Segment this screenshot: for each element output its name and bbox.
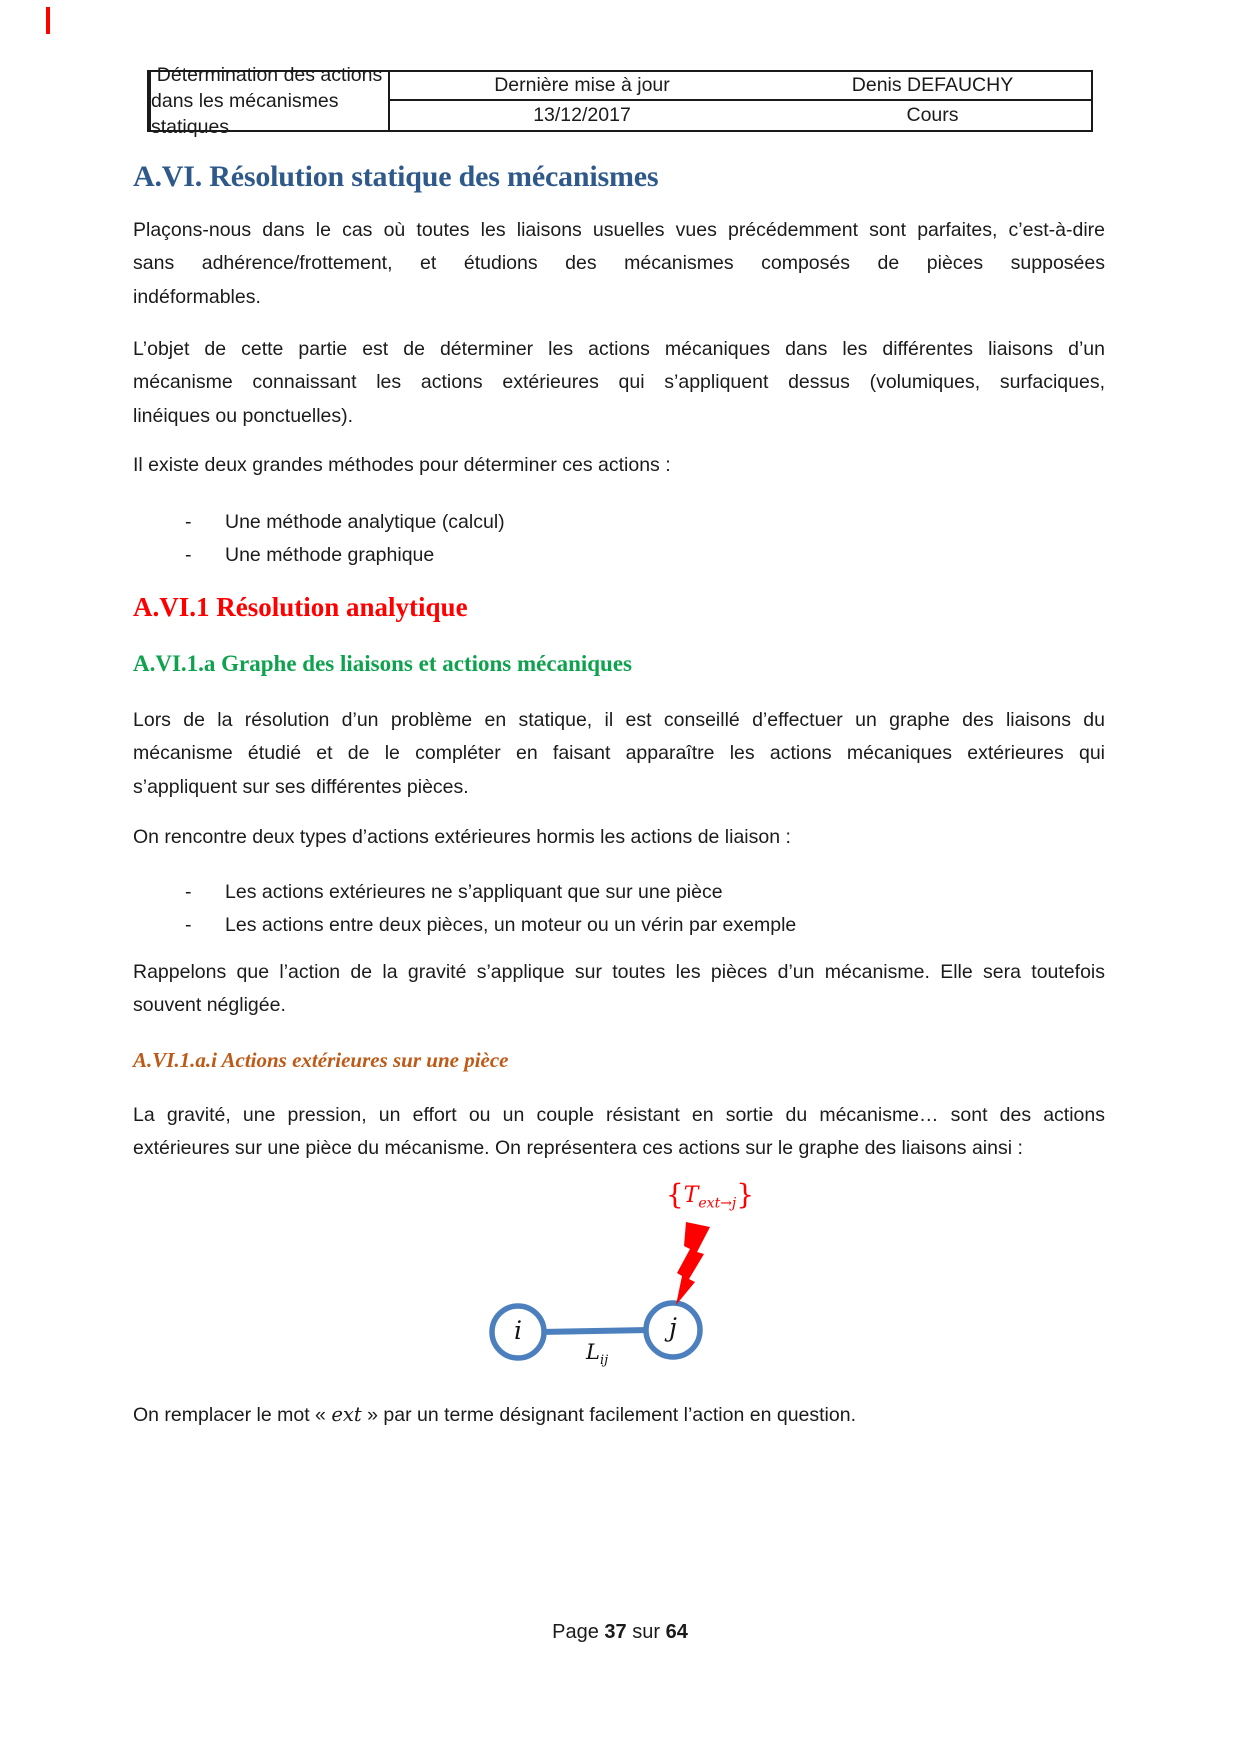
paragraph-intro: Plaçons-nous dans le cas où toutes les liaisons usuelles vues précédemment sont parfaites, c’est-à-dire sans adhérence/frottement, et étudions des mécanismes composés de pièces supposées indéformables. bbox=[133, 219, 1105, 308]
torsor-subscript: ext→j bbox=[698, 1195, 737, 1212]
header-table bbox=[147, 64, 1093, 138]
list-item-text: Les actions extérieures ne s’appliquant que sur une pièce bbox=[225, 881, 723, 903]
list-action-types bbox=[133, 876, 1105, 943]
bullet-dash: - bbox=[185, 544, 192, 567]
header-cell-last-update-date: 13/12/2017 bbox=[533, 104, 631, 126]
list-item bbox=[133, 539, 1105, 572]
paragraph-two-methods: Il existe deux grandes méthodes pour déterminer ces actions : bbox=[133, 454, 671, 476]
page-footer bbox=[0, 1621, 1240, 1644]
bullet-dash: - bbox=[185, 511, 192, 533]
paragraph-graphe: Lors de la résolution d’un problème en statique, il est conseillé d’effectuer un graphe des liaisons du mécanisme étudié et de le compléter en faisant apparaître les actions mécaniques extérieures qui s’appliquent sur ses différentes pièces. bbox=[133, 709, 1105, 798]
header-cell-last-update-label: Dernière mise à jour bbox=[390, 72, 774, 101]
link-edge bbox=[540, 1330, 650, 1332]
paragraph-deux-types: On rencontre deux types d’actions extérieures hormis les actions de liaison : bbox=[133, 826, 791, 848]
lightning-bolt-icon bbox=[676, 1222, 710, 1305]
header-cell-doc-type: Cours bbox=[906, 104, 959, 126]
footer-sur-word: sur bbox=[626, 1621, 666, 1643]
list-item bbox=[133, 909, 1105, 942]
paragraph-exemples: La gravité, une pression, un effort ou un couple résistant en sortie du mécanisme… sont des actions extérieures sur une pièce du mécanisme. On représentera ces actions sur le graphe des liaisons ainsi : bbox=[133, 1104, 1105, 1160]
footer-current-page: 37 bbox=[604, 1621, 627, 1643]
subsection-title-graphe: A.VI.1.a Graphe des liaisons et actions mécaniques bbox=[133, 651, 632, 676]
sentence-part: On remplacer le mot « bbox=[133, 1404, 332, 1426]
paragraph-gravite: Rappelons que l’action de la gravité s’applique sur toutes les pièces d’un mécanisme. Elle sera toutefois souvent négligée. bbox=[133, 961, 1105, 1017]
node-i-label: i bbox=[514, 1316, 522, 1345]
list-item-text: Une méthode graphique bbox=[225, 544, 435, 567]
paragraph-remplacer-ext bbox=[133, 1398, 1133, 1432]
open-brace: { bbox=[665, 1178, 684, 1211]
link-subscript: ij bbox=[599, 1353, 609, 1369]
close-brace: } bbox=[736, 1178, 755, 1211]
link-symbol: L bbox=[586, 1340, 600, 1364]
link-label bbox=[586, 1340, 608, 1368]
list-item-text: Une méthode analytique (calcul) bbox=[225, 511, 505, 533]
list-item bbox=[133, 876, 1105, 909]
sentence-part: » par un terme désignant facilement l’action en question. bbox=[361, 1404, 857, 1426]
paragraph-objective: L’objet de cette partie est de déterminer les actions mécaniques dans les différentes liaisons d’un mécanisme connaissant les actions extérieures qui s’appliquent dessus (volumiques, surfaciques, linéiques ou ponctuelles). bbox=[133, 338, 1105, 427]
section-title: A.VI. Résolution statique des mécanismes bbox=[133, 160, 659, 193]
header-cell-author: Denis DEFAUCHY bbox=[774, 72, 1091, 101]
margin-revision-mark bbox=[46, 7, 50, 34]
bullet-dash: - bbox=[185, 881, 192, 903]
torsor-symbol: T bbox=[683, 1183, 699, 1208]
subsubsection-title-actions-exterieures: A.VI.1.a.i Actions extérieures sur une pièce bbox=[133, 1048, 509, 1072]
document-title-line1: Détermination des actions bbox=[156, 64, 383, 86]
ext-word: ext bbox=[331, 1403, 362, 1426]
bullet-dash: - bbox=[185, 914, 192, 937]
footer-total-pages: 64 bbox=[665, 1621, 688, 1643]
node-j-label: j bbox=[669, 1313, 677, 1342]
footer-page-word: Page bbox=[552, 1621, 605, 1643]
list-methods bbox=[133, 506, 1105, 573]
torsor-label bbox=[655, 1178, 765, 1211]
document-title-line2: dans les mécanismes statiques bbox=[151, 90, 339, 138]
subsection-title-analytique: A.VI.1 Résolution analytique bbox=[133, 592, 468, 622]
list-item bbox=[133, 506, 1105, 539]
header-cell-document-title bbox=[149, 64, 390, 138]
list-item-text: Les actions entre deux pièces, un moteur ou un vérin par exemple bbox=[225, 914, 797, 937]
